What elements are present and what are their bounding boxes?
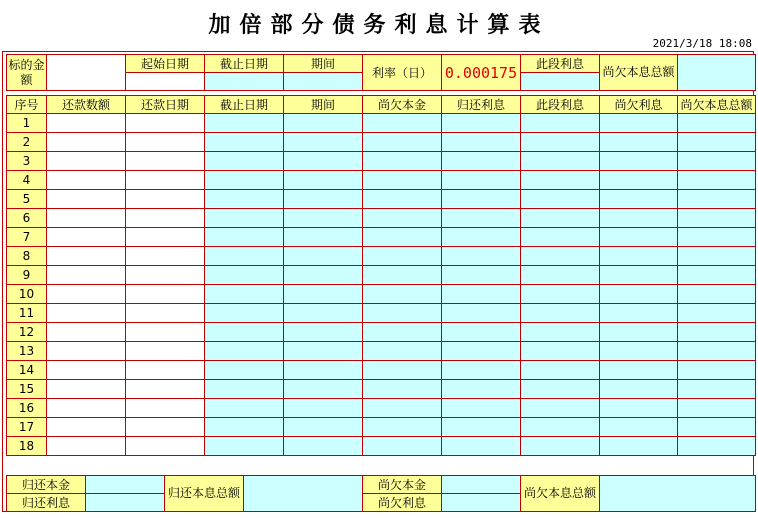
repayment-date-input[interactable] <box>126 171 205 190</box>
owed-principal-cell[interactable] <box>363 247 442 266</box>
segment-interest-cell[interactable] <box>521 380 600 399</box>
row-number: 5 <box>7 190 47 209</box>
repayment-amount-input[interactable] <box>47 380 126 399</box>
repayment-amount-input[interactable] <box>47 361 126 380</box>
repayment-date-input[interactable] <box>126 247 205 266</box>
row-number: 13 <box>7 342 47 361</box>
owed-principal-cell[interactable] <box>363 209 442 228</box>
segment-interest-cell[interactable] <box>521 342 600 361</box>
owed-interest-cell[interactable] <box>600 228 678 247</box>
header-cell: 此段利息 <box>521 96 600 114</box>
end-date-cell[interactable] <box>205 399 284 418</box>
owed-interest-cell[interactable] <box>600 380 678 399</box>
repayment-date-input[interactable] <box>126 342 205 361</box>
period-cell[interactable] <box>284 323 363 342</box>
end-date-cell[interactable] <box>205 380 284 399</box>
repayment-amount-input[interactable] <box>47 114 126 133</box>
row-number: 6 <box>7 209 47 228</box>
repayment-amount-input[interactable] <box>47 342 126 361</box>
owed-total-cell[interactable] <box>678 380 756 399</box>
repayment-amount-input[interactable] <box>47 247 126 266</box>
period-cell[interactable] <box>284 380 363 399</box>
repayment-date-input[interactable] <box>126 266 205 285</box>
repayment-date-input[interactable] <box>126 380 205 399</box>
table-row <box>7 418 756 437</box>
segment-interest-value[interactable] <box>521 73 600 91</box>
owed-interest-cell[interactable] <box>600 361 678 380</box>
owed-total-cell[interactable] <box>678 190 756 209</box>
owed-interest-cell[interactable] <box>600 114 678 133</box>
owed-total-cell[interactable] <box>678 399 756 418</box>
header-row <box>7 96 756 114</box>
repayment-amount-input[interactable] <box>47 171 126 190</box>
end-date-cell[interactable] <box>205 266 284 285</box>
period-cell[interactable] <box>284 285 363 304</box>
end-date-cell[interactable] <box>205 114 284 133</box>
returned-interest-cell[interactable] <box>442 399 521 418</box>
period-cell[interactable] <box>284 418 363 437</box>
repayment-date-input[interactable] <box>126 152 205 171</box>
repayment-amount-input[interactable] <box>47 323 126 342</box>
owed-principal-cell[interactable] <box>363 399 442 418</box>
owed-principal-cell[interactable] <box>363 342 442 361</box>
period-value[interactable] <box>284 73 363 91</box>
repayment-date-input[interactable] <box>126 437 205 456</box>
end-date-label: 截止日期 <box>205 55 284 73</box>
returned-interest-cell[interactable] <box>442 361 521 380</box>
segment-interest-cell[interactable] <box>521 399 600 418</box>
start-date-label: 起始日期 <box>126 55 205 73</box>
end-date-cell[interactable] <box>205 228 284 247</box>
owed-interest-cell[interactable] <box>600 171 678 190</box>
table-row <box>7 437 756 456</box>
end-date-cell[interactable] <box>205 152 284 171</box>
start-date-input[interactable] <box>126 73 205 91</box>
returned-interest-cell[interactable] <box>442 342 521 361</box>
owed-total-cell[interactable] <box>678 266 756 285</box>
owed-total-cell[interactable] <box>678 247 756 266</box>
owed-total-cell[interactable] <box>678 209 756 228</box>
owed-total-cell[interactable] <box>678 152 756 171</box>
row-number: 3 <box>7 152 47 171</box>
repayment-amount-input[interactable] <box>47 285 126 304</box>
table-row <box>7 228 756 247</box>
returned-interest-cell[interactable] <box>442 285 521 304</box>
owed-interest-value[interactable] <box>442 494 521 512</box>
owed-total-cell[interactable] <box>678 437 756 456</box>
header-cell: 尚欠本息总额 <box>678 96 756 114</box>
timestamp: 2021/3/18 18:08 <box>652 37 752 50</box>
repayment-amount-input[interactable] <box>47 304 126 323</box>
owed-total-cell[interactable] <box>678 114 756 133</box>
rate-label: 利率（日） <box>363 55 442 91</box>
owed-total-cell[interactable] <box>678 323 756 342</box>
row-number: 1 <box>7 114 47 133</box>
table-row <box>7 342 756 361</box>
owed-total-value[interactable] <box>678 55 756 91</box>
end-date-cell[interactable] <box>205 342 284 361</box>
principal-input[interactable] <box>47 55 126 91</box>
returned-total-value[interactable] <box>244 476 363 512</box>
owed-total-summary-label: 尚欠本息总额 <box>521 476 600 512</box>
repayment-date-input[interactable] <box>126 133 205 152</box>
segment-interest-label: 此段利息 <box>521 55 600 73</box>
header-cell: 尚欠本金 <box>363 96 442 114</box>
returned-interest-cell[interactable] <box>442 323 521 342</box>
period-cell[interactable] <box>284 266 363 285</box>
returned-principal-value[interactable] <box>86 476 165 494</box>
period-cell[interactable] <box>284 342 363 361</box>
period-cell[interactable] <box>284 304 363 323</box>
owed-total-cell[interactable] <box>678 361 756 380</box>
owed-interest-cell[interactable] <box>600 247 678 266</box>
table-row <box>7 152 756 171</box>
repayment-date-input[interactable] <box>126 114 205 133</box>
repayment-amount-input[interactable] <box>47 228 126 247</box>
header-cell: 还款数额 <box>47 96 126 114</box>
segment-interest-cell[interactable] <box>521 152 600 171</box>
returned-interest-cell[interactable] <box>442 152 521 171</box>
returned-interest-cell[interactable] <box>442 380 521 399</box>
repayment-amount-input[interactable] <box>47 209 126 228</box>
owed-total-label: 尚欠本息总额 <box>600 55 678 91</box>
end-date-cell[interactable] <box>205 418 284 437</box>
segment-interest-cell[interactable] <box>521 209 600 228</box>
owed-principal-cell[interactable] <box>363 133 442 152</box>
returned-interest-cell[interactable] <box>442 266 521 285</box>
owed-principal-label: 尚欠本金 <box>363 476 442 494</box>
repayment-amount-input[interactable] <box>47 266 126 285</box>
row-number: 4 <box>7 171 47 190</box>
owed-interest-cell[interactable] <box>600 399 678 418</box>
owed-principal-cell[interactable] <box>363 285 442 304</box>
period-label: 期间 <box>284 55 363 73</box>
period-cell[interactable] <box>284 437 363 456</box>
returned-interest-cell[interactable] <box>442 304 521 323</box>
owed-principal-cell[interactable] <box>363 304 442 323</box>
period-cell[interactable] <box>284 114 363 133</box>
owed-interest-label: 尚欠利息 <box>363 494 442 512</box>
owed-interest-cell[interactable] <box>600 323 678 342</box>
table-row <box>7 399 756 418</box>
end-date-cell[interactable] <box>205 247 284 266</box>
period-cell[interactable] <box>284 399 363 418</box>
table-row <box>7 247 756 266</box>
end-date-cell[interactable] <box>205 171 284 190</box>
header-cell: 序号 <box>7 96 47 114</box>
period-cell[interactable] <box>284 190 363 209</box>
owed-total-summary-value[interactable] <box>600 476 756 512</box>
owed-interest-cell[interactable] <box>600 285 678 304</box>
table-row <box>7 304 756 323</box>
owed-principal-cell[interactable] <box>363 418 442 437</box>
segment-interest-cell[interactable] <box>521 266 600 285</box>
returned-interest-cell[interactable] <box>442 228 521 247</box>
owed-principal-cell[interactable] <box>363 190 442 209</box>
end-date-cell[interactable] <box>205 133 284 152</box>
owed-interest-cell[interactable] <box>600 437 678 456</box>
end-date-cell[interactable] <box>205 304 284 323</box>
segment-interest-cell[interactable] <box>521 228 600 247</box>
owed-total-cell[interactable] <box>678 133 756 152</box>
table-row <box>7 171 756 190</box>
row-number: 8 <box>7 247 47 266</box>
segment-interest-cell[interactable] <box>521 247 600 266</box>
principal-label: 标的金额 <box>7 55 47 91</box>
repayment-date-input[interactable] <box>126 209 205 228</box>
returned-interest-cell[interactable] <box>442 114 521 133</box>
returned-interest-value[interactable] <box>86 494 165 512</box>
header-cell: 归还利息 <box>442 96 521 114</box>
top-info-table <box>6 54 756 91</box>
repayment-date-input[interactable] <box>126 418 205 437</box>
returned-total-label: 归还本息总额 <box>165 476 244 512</box>
owed-total-cell[interactable] <box>678 304 756 323</box>
period-cell[interactable] <box>284 133 363 152</box>
row-number: 17 <box>7 418 47 437</box>
repayment-table <box>6 95 756 456</box>
summary-table <box>6 475 756 512</box>
table-row <box>7 114 756 133</box>
owed-principal-cell[interactable] <box>363 266 442 285</box>
row-number: 9 <box>7 266 47 285</box>
owed-total-cell[interactable] <box>678 342 756 361</box>
owed-principal-value[interactable] <box>442 476 521 494</box>
returned-interest-cell[interactable] <box>442 209 521 228</box>
end-date-cell[interactable] <box>205 190 284 209</box>
owed-interest-cell[interactable] <box>600 418 678 437</box>
segment-interest-cell[interactable] <box>521 418 600 437</box>
owed-interest-cell[interactable] <box>600 342 678 361</box>
owed-interest-cell[interactable] <box>600 266 678 285</box>
owed-principal-cell[interactable] <box>363 152 442 171</box>
owed-total-cell[interactable] <box>678 228 756 247</box>
owed-principal-cell[interactable] <box>363 228 442 247</box>
owed-principal-cell[interactable] <box>363 171 442 190</box>
row-number: 10 <box>7 285 47 304</box>
returned-interest-cell[interactable] <box>442 418 521 437</box>
period-cell[interactable] <box>284 361 363 380</box>
header-cell: 截止日期 <box>205 96 284 114</box>
owed-interest-cell[interactable] <box>600 152 678 171</box>
row-number: 15 <box>7 380 47 399</box>
repayment-date-input[interactable] <box>126 228 205 247</box>
table-row <box>7 361 756 380</box>
row-number: 14 <box>7 361 47 380</box>
end-date-cell[interactable] <box>205 361 284 380</box>
table-row <box>7 133 756 152</box>
repayment-amount-input[interactable] <box>47 133 126 152</box>
returned-principal-label: 归还本金 <box>7 476 86 494</box>
returned-interest-cell[interactable] <box>442 171 521 190</box>
repayment-date-input[interactable] <box>126 323 205 342</box>
row-number: 11 <box>7 304 47 323</box>
repayment-amount-input[interactable] <box>47 399 126 418</box>
segment-interest-cell[interactable] <box>521 361 600 380</box>
owed-principal-cell[interactable] <box>363 323 442 342</box>
table-row <box>7 266 756 285</box>
repayment-amount-input[interactable] <box>47 152 126 171</box>
period-cell[interactable] <box>284 247 363 266</box>
segment-interest-cell[interactable] <box>521 114 600 133</box>
segment-interest-cell[interactable] <box>521 437 600 456</box>
segment-interest-cell[interactable] <box>521 133 600 152</box>
row-number: 16 <box>7 399 47 418</box>
header-cell: 还款日期 <box>126 96 205 114</box>
repayment-amount-input[interactable] <box>47 437 126 456</box>
period-cell[interactable] <box>284 228 363 247</box>
owed-total-cell[interactable] <box>678 171 756 190</box>
repayment-date-input[interactable] <box>126 190 205 209</box>
owed-interest-cell[interactable] <box>600 133 678 152</box>
end-date-cell[interactable] <box>205 285 284 304</box>
end-date-value[interactable] <box>205 73 284 91</box>
owed-interest-cell[interactable] <box>600 209 678 228</box>
segment-interest-cell[interactable] <box>521 304 600 323</box>
repayment-date-input[interactable] <box>126 361 205 380</box>
sheet-frame <box>2 51 754 512</box>
owed-interest-cell[interactable] <box>600 304 678 323</box>
owed-principal-cell[interactable] <box>363 380 442 399</box>
repayment-date-input[interactable] <box>126 285 205 304</box>
segment-interest-cell[interactable] <box>521 171 600 190</box>
owed-total-cell[interactable] <box>678 418 756 437</box>
owed-principal-cell[interactable] <box>363 437 442 456</box>
period-cell[interactable] <box>284 209 363 228</box>
owed-total-cell[interactable] <box>678 285 756 304</box>
repayment-amount-input[interactable] <box>47 418 126 437</box>
row-number: 2 <box>7 133 47 152</box>
repayment-amount-input[interactable] <box>47 190 126 209</box>
row-number: 12 <box>7 323 47 342</box>
end-date-cell[interactable] <box>205 323 284 342</box>
segment-interest-cell[interactable] <box>521 285 600 304</box>
row-number: 18 <box>7 437 47 456</box>
table-row <box>7 190 756 209</box>
repayment-date-input[interactable] <box>126 399 205 418</box>
returned-interest-cell[interactable] <box>442 247 521 266</box>
segment-interest-cell[interactable] <box>521 190 600 209</box>
end-date-cell[interactable] <box>205 209 284 228</box>
owed-interest-cell[interactable] <box>600 190 678 209</box>
returned-interest-cell[interactable] <box>442 437 521 456</box>
header-cell: 期间 <box>284 96 363 114</box>
header-cell: 尚欠利息 <box>600 96 678 114</box>
segment-interest-cell[interactable] <box>521 323 600 342</box>
repayment-date-input[interactable] <box>126 304 205 323</box>
table-row <box>7 209 756 228</box>
period-cell[interactable] <box>284 152 363 171</box>
end-date-cell[interactable] <box>205 437 284 456</box>
returned-interest-cell[interactable] <box>442 190 521 209</box>
table-row <box>7 380 756 399</box>
returned-interest-cell[interactable] <box>442 133 521 152</box>
owed-principal-cell[interactable] <box>363 361 442 380</box>
row-number: 7 <box>7 228 47 247</box>
period-cell[interactable] <box>284 171 363 190</box>
table-row <box>7 285 756 304</box>
rate-value[interactable]: 0.000175 <box>442 55 521 91</box>
table-row <box>7 323 756 342</box>
returned-interest-label: 归还利息 <box>7 494 86 512</box>
sheet-title: 加倍部分债务利息计算表 <box>208 12 550 38</box>
owed-principal-cell[interactable] <box>363 114 442 133</box>
